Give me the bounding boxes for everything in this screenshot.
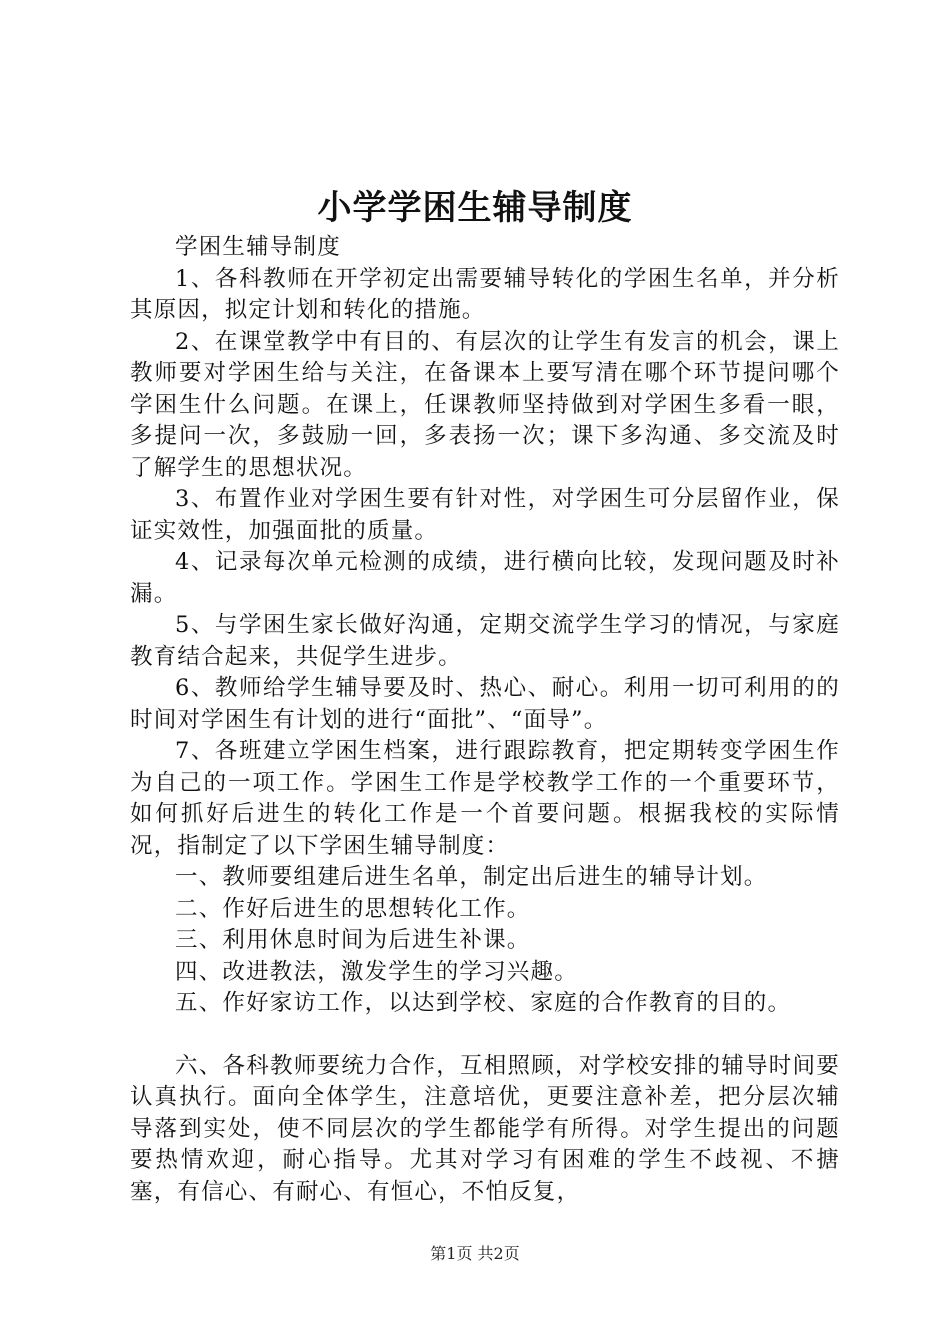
paragraph-item-3: 3、布置作业对学困生要有针对性，对学困生可分层留作业，保证实效性，加强面批的质量。 xyxy=(130,486,840,544)
document-body xyxy=(130,232,840,1208)
page-number: 第1页 共2页 xyxy=(430,1244,520,1263)
paragraph-rule-4: 四、改进教法，激发学生的学习兴趣。 xyxy=(175,958,578,985)
paragraph-item-7: 7、各班建立学困生档案，进行跟踪教育，把定期转变学困生作为自己的一项工作。学困生工作是学校教学工作的一个重要环节，如何抓好后进生的转化工作是一个首要问题。根据我校的实际情况，指制定了以下学困生辅导制度： xyxy=(130,738,840,859)
paragraph-rule-3: 三、利用休息时间为后进生补课。 xyxy=(175,927,531,953)
paragraph-rule-1: 一、教师要组建后进生名单，制定出后进生的辅导计划。 xyxy=(175,864,768,890)
paragraph-item-1: 1、各科教师在开学初定出需要辅导转化的学困生名单，并分析其原因，拟定计划和转化的措施。 xyxy=(130,265,840,323)
paragraph-item-5: 5、与学困生家长做好沟通，定期交流学生学习的情况，与家庭教育结合起来，共促学生进步。 xyxy=(130,612,840,670)
paragraph-rule-6: 六、各科教师要统力合作，互相照顾，对学校安排的辅导时间要认真执行。面向全体学生，注意培优，更要注意补差，把分层次辅导落到实处，使不同层次的学生都能学有所得。对学生提出的问题要热情欢迎，耐心指导。尤其对学习有困难的学生不歧视、不搪塞，有信心、有耐心、有恒心，不怕反复， xyxy=(130,1052,840,1205)
paragraph-item-6: 6、教师给学生辅导要及时、热心、耐心。利用一切可利用的的时间对学困生有计划的进行“面批”、“面导”。 xyxy=(130,675,840,733)
paragraph-item-2: 2、在课堂教学中有目的、有层次的让学生有发言的机会，课上教师要对学困生给与关注，在备课本上要写清在哪个环节提问哪个学困生什么问题。在课上，任课教师坚持做到对学困生多看一眼，多提问一次，多鼓励一回，多表扬一次；课下多沟通、多交流及时了解学生的思想状况。 xyxy=(130,328,840,481)
paragraph-rule-5: 五、作好家访工作，以达到学校、家庭的合作教育的目的。 xyxy=(175,990,792,1016)
paragraph-rule-2: 二、作好后进生的思想转化工作。 xyxy=(175,895,531,922)
paragraph-subtitle: 学困生辅导制度 xyxy=(175,234,341,260)
paragraph-item-4: 4、记录每次单元检测的成绩，进行横向比较，发现问题及时补漏。 xyxy=(130,549,840,607)
document-title: 小学学困生辅导制度 xyxy=(317,188,633,228)
